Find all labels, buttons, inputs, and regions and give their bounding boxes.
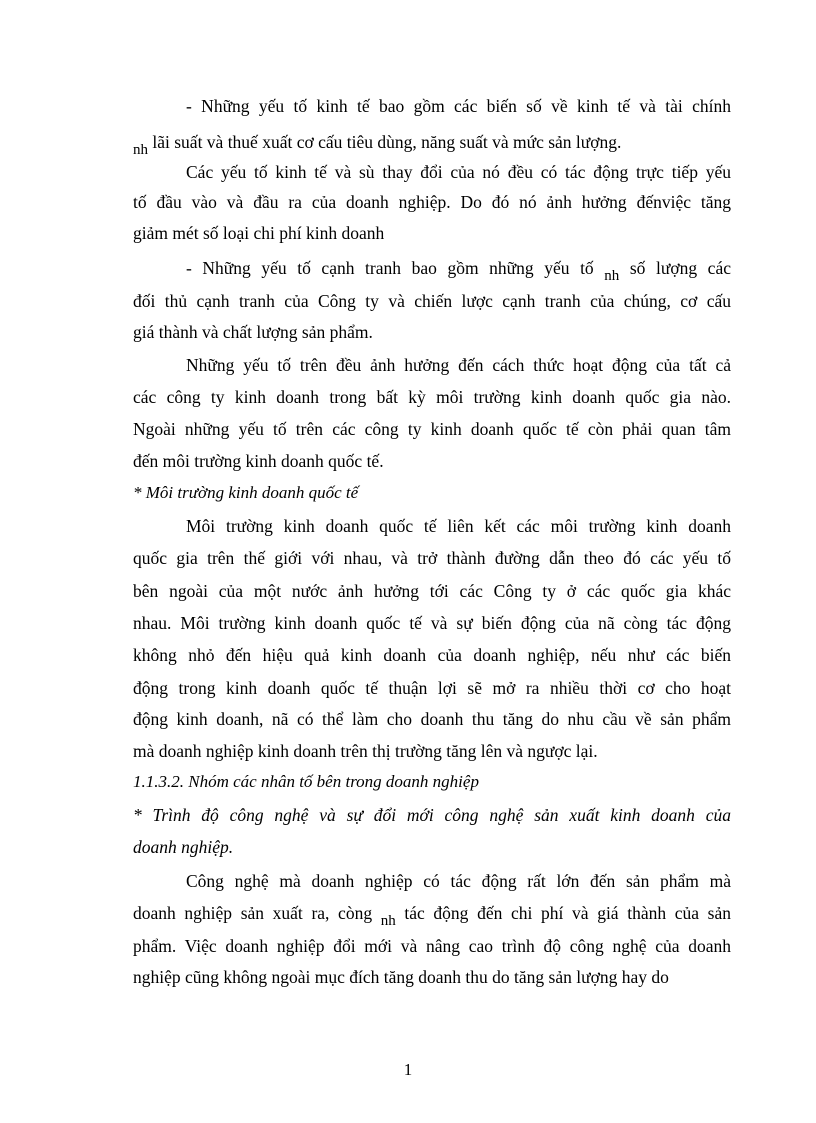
- text-line: giảm mét số loại chi phí kinh doanh: [133, 223, 385, 243]
- text-fragment: tác động đến chi phí và giá thành của sản: [395, 903, 732, 923]
- text-line: [133, 900, 732, 929]
- section-heading: * Môi trường kinh doanh quốc tế: [133, 483, 359, 502]
- text-line: doanh nghiệp.: [133, 837, 234, 857]
- text-line: Những yếu tố trên đều ảnh hưởng đến cách thức hoạt động của tất cả: [186, 355, 731, 375]
- text-line: quốc gia trên thế giới với nhau, và trở thành đường dẫn theo đó các yếu tố: [133, 548, 731, 568]
- text-line: giá thành và chất lượng sản phẩm.: [133, 322, 373, 342]
- text-line: Công nghệ mà doanh nghiệp có tác động rất lớn đến sản phẩm mà: [186, 871, 731, 891]
- text-line: Ngoài những yếu tố trên các công ty kinh doanh quốc tế còn phải quan tâm: [133, 419, 731, 439]
- text-fragment: - Những yếu tố cạnh tranh bao gồm những yếu tố: [186, 258, 605, 278]
- text-fragment: doanh nghiệp sản xuất ra, còng: [133, 903, 381, 923]
- text-line: [186, 255, 731, 284]
- text-line: không nhỏ đến hiệu quả kinh doanh của doanh nghiệp, nếu như các biến: [133, 645, 731, 665]
- text-line: - Những yếu tố kinh tế bao gồm các biến số về kinh tế và tài chính: [186, 96, 731, 116]
- text-line: động trong kinh doanh quốc tế thuận lợi sẽ mở ra nhiều thời cơ cho hoạt: [133, 678, 731, 698]
- text-line: bên ngoài của một nước ảnh hưởng tới các Công ty ở các quốc gia khác: [133, 581, 731, 601]
- text-line: các công ty kinh doanh trong bất kỳ môi trường kinh doanh quốc gia nào.: [133, 387, 731, 407]
- text-line: mà doanh nghiệp kinh doanh trên thị trường tăng lên và ngược lại.: [133, 741, 598, 761]
- text-fragment: lãi suất và thuế xuất cơ cấu tiêu dùng, năng suất và mức sản lượng.: [148, 132, 622, 152]
- text-line: * Trình độ công nghệ và sự đổi mới công nghệ sản xuất kinh doanh của: [133, 805, 731, 825]
- page-number: 1: [403, 1060, 413, 1079]
- text-line: động kinh doanh, nã có thể làm cho doanh thu tăng do nhu cầu về sản phẩm: [133, 709, 731, 729]
- text-line: tố đầu vào và đầu ra của doanh nghiệp. Do đó nó ảnh hưởng đếnviệc tăng: [133, 192, 731, 212]
- text-line: phẩm. Việc doanh nghiệp đổi mới và nâng cao trình độ công nghệ của doanh: [133, 936, 731, 956]
- section-heading: 1.1.3.2. Nhóm các nhân tố bên trong doanh nghiệp: [133, 772, 479, 791]
- text-line: nghiệp cũng không ngoài mục đích tăng doanh thu do tăng sản lượng hay do: [133, 967, 669, 987]
- text-line: đối thủ cạnh tranh của Công ty và chiến lược cạnh tranh của chúng, cơ cấu: [133, 291, 731, 311]
- text-line: đến môi trường kinh doanh quốc tế.: [133, 451, 384, 471]
- text-line: Các yếu tố kinh tế và sù thay đổi của nó đều có tác động trực tiếp yếu: [186, 162, 731, 182]
- text-fragment: nh: [604, 268, 620, 284]
- text-fragment: nh: [380, 913, 396, 929]
- text-line: Môi trường kinh doanh quốc tế liên kết các môi trường kinh doanh: [186, 516, 731, 536]
- text-line: [133, 129, 731, 158]
- text-line: nhau. Môi trường kinh doanh quốc tế và sự biến động của nã còng tác động: [133, 613, 731, 633]
- text-fragment: số lượng các: [619, 258, 731, 278]
- text-fragment: nh: [133, 142, 148, 158]
